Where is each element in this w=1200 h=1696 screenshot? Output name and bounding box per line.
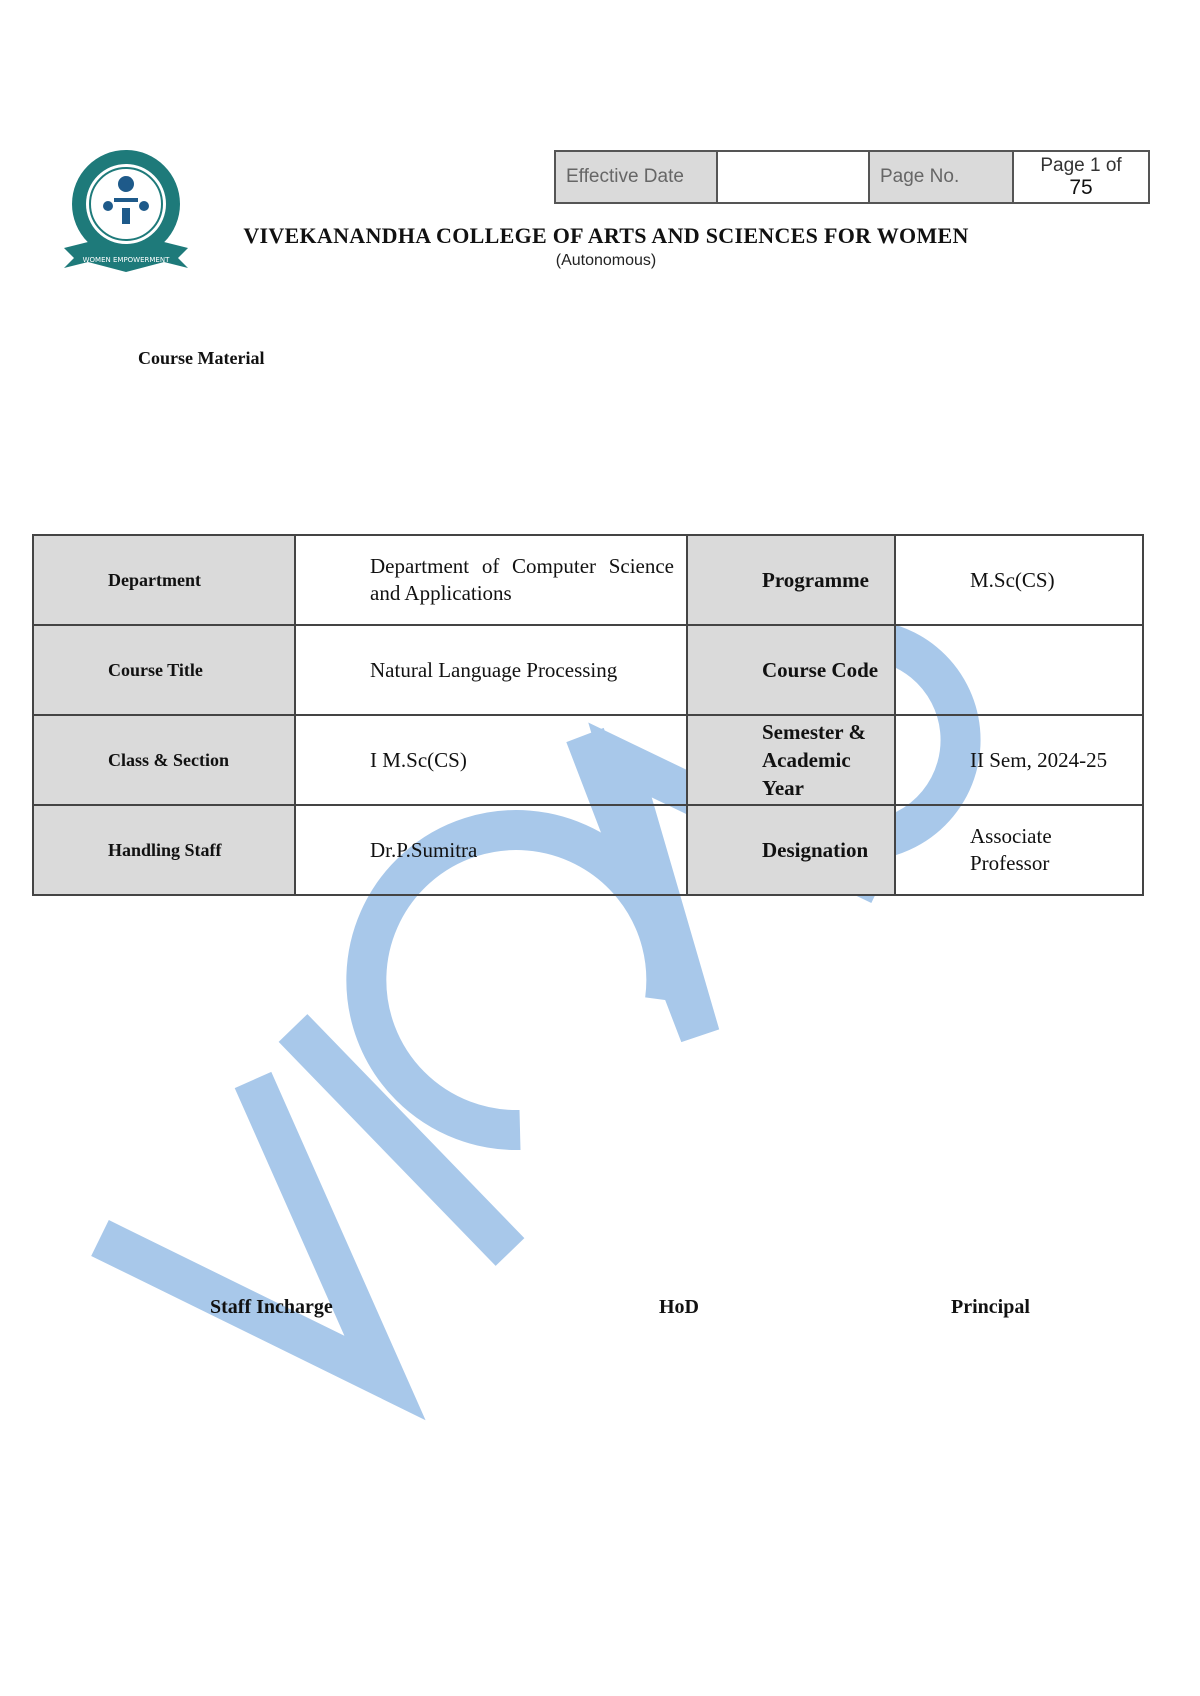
course-title-value: Natural Language Processing xyxy=(295,625,687,715)
class-section-value: I M.Sc(CS) xyxy=(295,715,687,805)
page-total: 75 xyxy=(1069,176,1093,199)
effective-date-value xyxy=(717,151,869,203)
watermark-letter-i xyxy=(293,1028,510,1252)
college-name: VIVEKANANDHA COLLEGE OF ARTS AND SCIENCES FOR WOMEN xyxy=(243,223,969,248)
handling-staff-value: Dr.P.Sumitra xyxy=(295,805,687,895)
table-row xyxy=(33,715,1143,805)
table-row xyxy=(33,535,1143,625)
page-text: Page 1 of xyxy=(1040,155,1122,176)
department-label: Department xyxy=(33,535,295,625)
hod-signature: HoD xyxy=(659,1296,699,1318)
course-code-label: Course Code xyxy=(687,625,895,715)
college-status: (Autonomous) xyxy=(555,252,657,269)
staff-incharge-signature: Staff Incharge xyxy=(210,1296,333,1318)
college-logo xyxy=(58,146,194,274)
document-type: Course Material xyxy=(138,348,265,368)
class-section-label: Class & Section xyxy=(33,715,295,805)
document-control-table xyxy=(554,150,1150,204)
course-title-label: Course Title xyxy=(33,625,295,715)
watermark-letter-v xyxy=(100,1080,385,1378)
logo-ribbon-text: WOMEN EMPOWERMENT xyxy=(82,256,170,264)
semester-label: Semester & Academic Year xyxy=(687,715,895,805)
table-row xyxy=(33,625,1143,715)
programme-label: Programme xyxy=(687,535,895,625)
page-number-cell xyxy=(1013,151,1149,203)
semester-value: II Sem, 2024-25 xyxy=(895,715,1143,805)
principal-signature: Principal xyxy=(951,1296,1030,1318)
page-no-label: Page No. xyxy=(869,151,1013,203)
effective-date-label: Effective Date xyxy=(555,151,717,203)
handling-staff-label: Handling Staff xyxy=(33,805,295,895)
designation-label: Designation xyxy=(687,805,895,895)
course-info-table xyxy=(32,534,1144,896)
programme-value: M.Sc(CS) xyxy=(895,535,1143,625)
table-row xyxy=(33,805,1143,895)
designation-value: Associate Professor xyxy=(895,805,1143,895)
course-code-value xyxy=(895,625,1143,715)
department-value: Department of Computer Science and Applications xyxy=(295,535,687,625)
